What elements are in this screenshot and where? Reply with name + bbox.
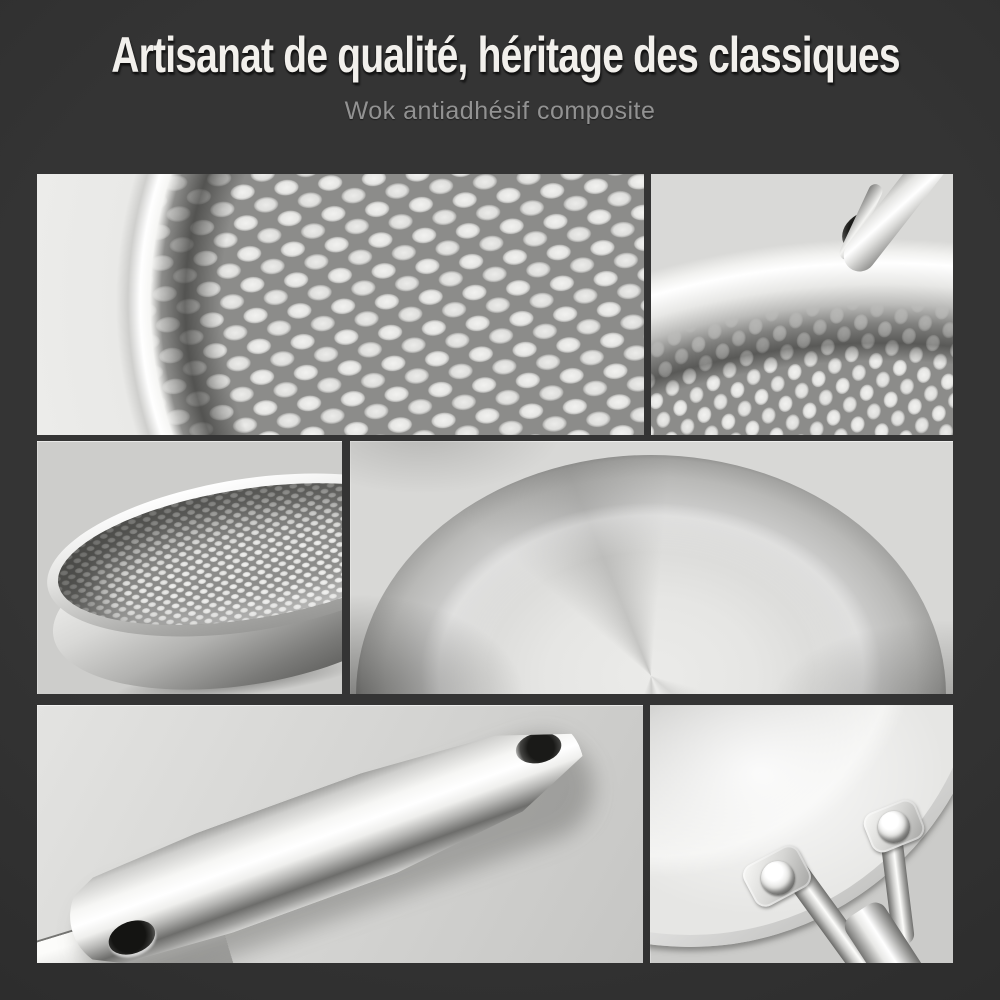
pan-base-disc: [356, 455, 946, 694]
photo-handle-closeup: [37, 705, 643, 963]
hanging-hole: [104, 914, 160, 960]
photo-side-profile: [37, 441, 342, 694]
photo-rim-and-handle: [651, 174, 953, 435]
photo-honeycomb-closeup: [37, 174, 644, 435]
photo-underside-rivets: [650, 705, 953, 963]
poster-header: [0, 0, 1000, 126]
pan-rim-edge-highlight: [37, 174, 644, 435]
poster-title-text: Artisanat de qualité, héritage des classiques: [111, 27, 900, 83]
poster-title: [0, 0, 1000, 83]
poster-subtitle: Wok antiadhésif composite: [344, 97, 656, 125]
hex-bolt: [878, 811, 910, 843]
pan-interior-texture: [48, 460, 342, 648]
hex-bolt: [761, 861, 795, 895]
photo-smooth-base: [350, 441, 953, 694]
